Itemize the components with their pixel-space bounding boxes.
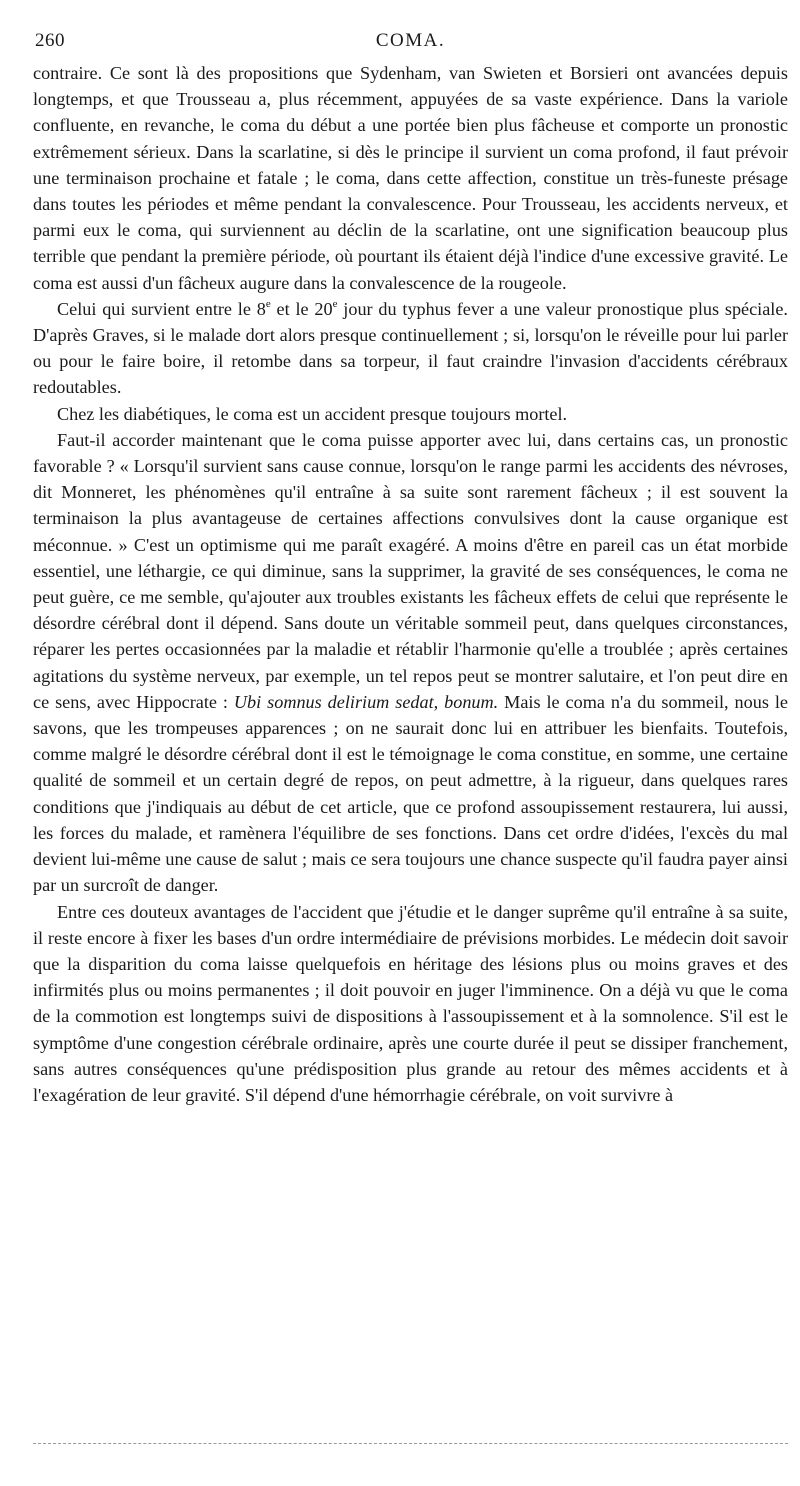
page-header: [33, 30, 788, 60]
text-run: Mais le coma n'a du sommeil, nous le savons, que les trompeuses apparences ; on ne saurait donc lui en attribuer les bienfaits. Toutefois, comme malgré le désordre cérébral dont il est le témoignage le coma constitue, en somme, une certaine qualité de sommeil et un certain degré de repos, on peut admettre, à la rigueur, dans quelques rares conditions que j'indiquais au début de cet article, que ce profond assoupissement restaurera, lui aussi, les forces du malade, et ramènera l'équilibre de ses fonctions. Dans cet ordre d'idées, l'excès du mal devient lui-même une cause de salut ; mais ce sera toujours une chance suspecte qu'il faudra payer ainsi par un surcroît de danger.: [33, 691, 788, 896]
text-run: Chez les diabétiques, le coma est un accident presque toujours mortel.: [57, 403, 568, 424]
text-run: Celui qui survient entre le 8: [57, 298, 266, 319]
page-number: 260: [35, 30, 65, 51]
text-run: jour du typhus fever a une valeur pronostique plus spéciale. D'après Graves, si le malade dort alors presque continuellement ; si, lorsqu'on le réveille pour lui parler ou pour le faire boire, il retombe dans sa torpeur, il faut craindre l'invasion d'accidents cérébraux redoutables.: [33, 298, 788, 398]
ordinal-superscript: e: [332, 297, 338, 310]
text-run: contraire. Ce sont là des propositions que Sydenham, van Swieten et Borsieri ont avancées depuis longtemps, et que Trousseau a, plus récemment, appuyées de sa vaste expérience. Dans la variole confluente, en revanche, le coma du début a une portée bien plus fâcheuse et comporte un pronostic extrêmement sérieux. Dans la scarlatine, si dès le principe il survient un coma profond, il faut prévoir une terminaison prochaine et fatale ; le coma, dans cette affection, constitue un très-funeste présage dans toutes les périodes et même pendant la convalescence. Pour Trousseau, les accidents nerveux, et parmi eux le coma, qui surviennent au déclin de la scarlatine, ont une signification beaucoup plus terrible que pendant la première période, où pourtant ils étaient déjà l'indice d'une excessive gravité. Le coma est aussi d'un fâcheux augure dans la convalescence de la rougeole.: [33, 63, 788, 293]
paragraph: [33, 899, 788, 1109]
paragraph: [33, 427, 788, 899]
book-page: [33, 30, 788, 1108]
text-run: et le 20: [270, 298, 333, 319]
running-head: COMA.: [375, 30, 446, 51]
text-run: Faut-il accorder maintenant que le coma puisse apporter avec lui, dans certains cas, un pronostic favorable ? « Lorsqu'il survient sans cause connue, lorsqu'on le range parmi les accidents des névroses, dit Monneret, les phénomènes qu'il entraîne à sa suite sont rarement fâcheux ; il est souvent la terminaison la plus avantageuse de certaines affections convulsives dont la cause organique est méconnue. » C'est un optimisme qui me paraît exagéré. A moins d'être en pareil cas un état morbide essentiel, une léthargie, ce qui diminue, sans la supprimer, la gravité de ses conséquences, le coma ne peut guère, ce me semble, qu'ajouter aux troubles existants les fâcheux effets de celui que représente le désordre cérébral dont il dépend. Sans doute un véritable sommeil peut, dans quelques circonstances, réparer les pertes occasionnées par la maladie et rétablir l'harmonie qu'elle a troublée ; après certaines agitations du système nerveux, par exemple, un tel repos peut se montrer salutaire, et l'on peut dire en ce sens, avec Hippocrate :: [33, 429, 788, 712]
footer-rule: [33, 1443, 788, 1444]
text-run: Entre ces douteux avantages de l'accident que j'étudie et le danger suprême qu'il entraîne à sa suite, il reste encore à fixer les bases d'un ordre intermédiaire de prévisions morbides. Le médecin doit savoir que la disparition du coma laisse quelquefois en héritage des lésions plus ou moins graves et des infirmités plus ou moins permanentes ; il doit pouvoir en juger l'imminence. On a déjà vu que le coma de la commotion est longtemps suivi de dispositions à l'assoupissement et à la somnolence. S'il est le symptôme d'une congestion cérébrale ordinaire, après une courte durée il peut se dissiper franchement, sans autres conséquences qu'une prédisposition plus grande au retour des mêmes accidents et à l'exagération de leur gravité. S'il dépend d'une hémorrhagie cérébrale, on voit survivre à: [33, 901, 788, 1105]
paragraph: [33, 401, 788, 427]
body-text: [33, 60, 788, 1108]
ordinal-superscript: e: [265, 297, 271, 310]
paragraph: [33, 296, 788, 401]
paragraph: [33, 60, 788, 296]
latin-quotation: Ubi somnus delirium sedat, bonum.: [233, 691, 499, 712]
